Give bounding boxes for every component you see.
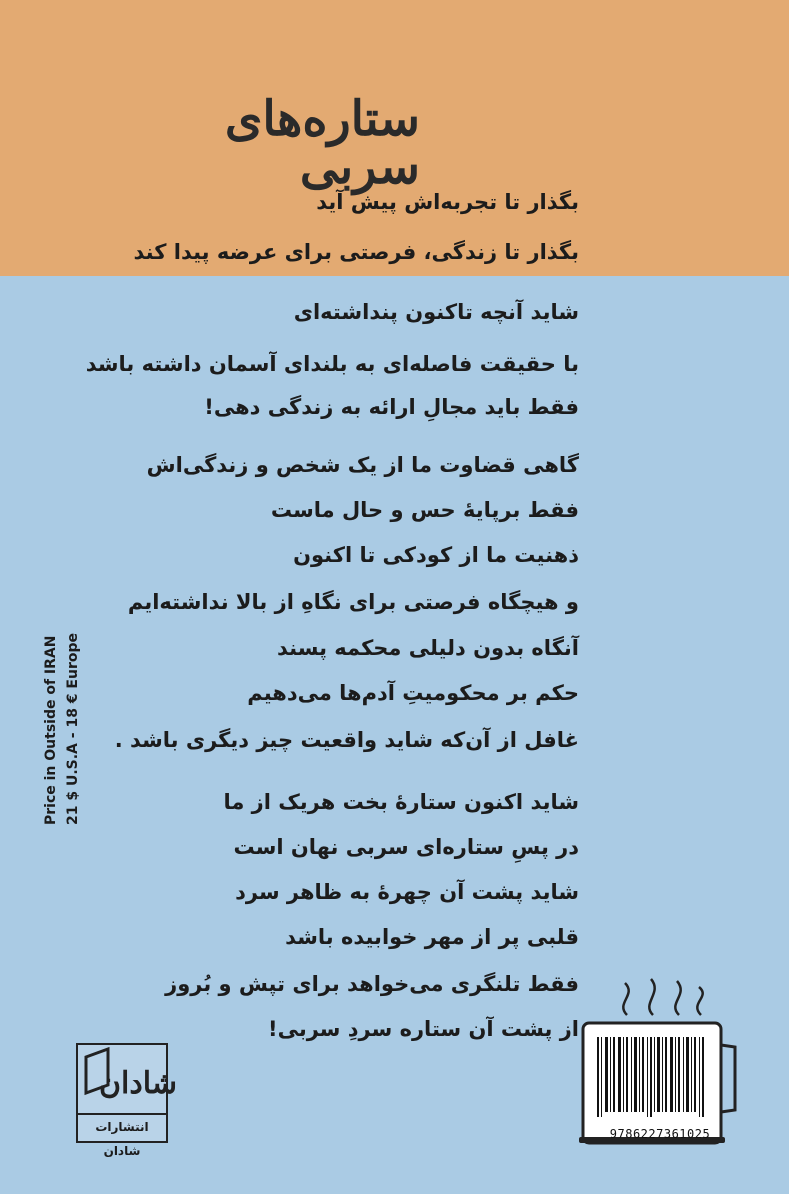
poem-line: فقط تلنگری می‌خواهد برای تپش و بُروز [165, 972, 579, 996]
poem-line: غافل از آن‌که شاید واقعیت چیز دیگری باشد . [114, 728, 579, 752]
poem-line: گاهی قضاوت ما از یک شخص و زندگی‌اش [146, 453, 579, 477]
publisher-logo [76, 1043, 178, 1158]
poem-line: در پسِ ستاره‌ای سربی نهان است [233, 835, 579, 859]
poem-line: حکم بر محکومیتِ آدم‌ها می‌دهیم [247, 681, 579, 705]
poem-line: شاید پشت آن چهرهٔ به ظاهر سرد [235, 880, 579, 904]
book-icon [78, 1045, 178, 1115]
poem-line: قلبی پر از مهر خوابیده باشد [285, 925, 579, 949]
intro-line-2: بگذار تا زندگی، فرصتی برای عرضه پیدا کند [133, 240, 579, 264]
publisher-name: انتشارات شادان [78, 1113, 166, 1141]
poem-line: فقط باید مجالِ ارائه به زندگی دهی! [204, 395, 579, 419]
poem-line: شاید آنچه تاکنون پنداشته‌ای [293, 300, 579, 324]
logo-glyph: شادان [98, 1066, 178, 1101]
intro-line-1: بگذار تا تجربه‌اش پیش آید [316, 190, 579, 214]
poem-line: فقط برپایهٔ حس و حال ماست [270, 498, 579, 522]
price-label [40, 585, 100, 825]
poem-line: از پشت آن ستاره سردِ سربی! [268, 1017, 579, 1041]
poem-line: آنگاه بدون دلیلی محکمه پسند [277, 636, 579, 660]
poem-line: با حقیقت فاصله‌ای به بلندای آسمان داشته باشد [85, 352, 579, 376]
poem-line: و هیچگاه فرصتی برای نگاهِ از بالا نداشته‌ایم [127, 590, 579, 614]
price-line-1: Price in Outside of IRAN [43, 635, 59, 825]
price-line-2: 21 $ U.S.A - 18 € Europe [65, 633, 81, 825]
poem-line: ذهنیت ما از کودکی تا اکنون [293, 543, 579, 567]
coffee-mug-barcode [575, 975, 745, 1145]
book-title: ستاره‌های سربی [224, 91, 420, 195]
isbn-number: 9786227361025 [609, 1127, 711, 1141]
poem-line: شاید اکنون ستارهٔ بخت هریک از ما [223, 790, 579, 814]
